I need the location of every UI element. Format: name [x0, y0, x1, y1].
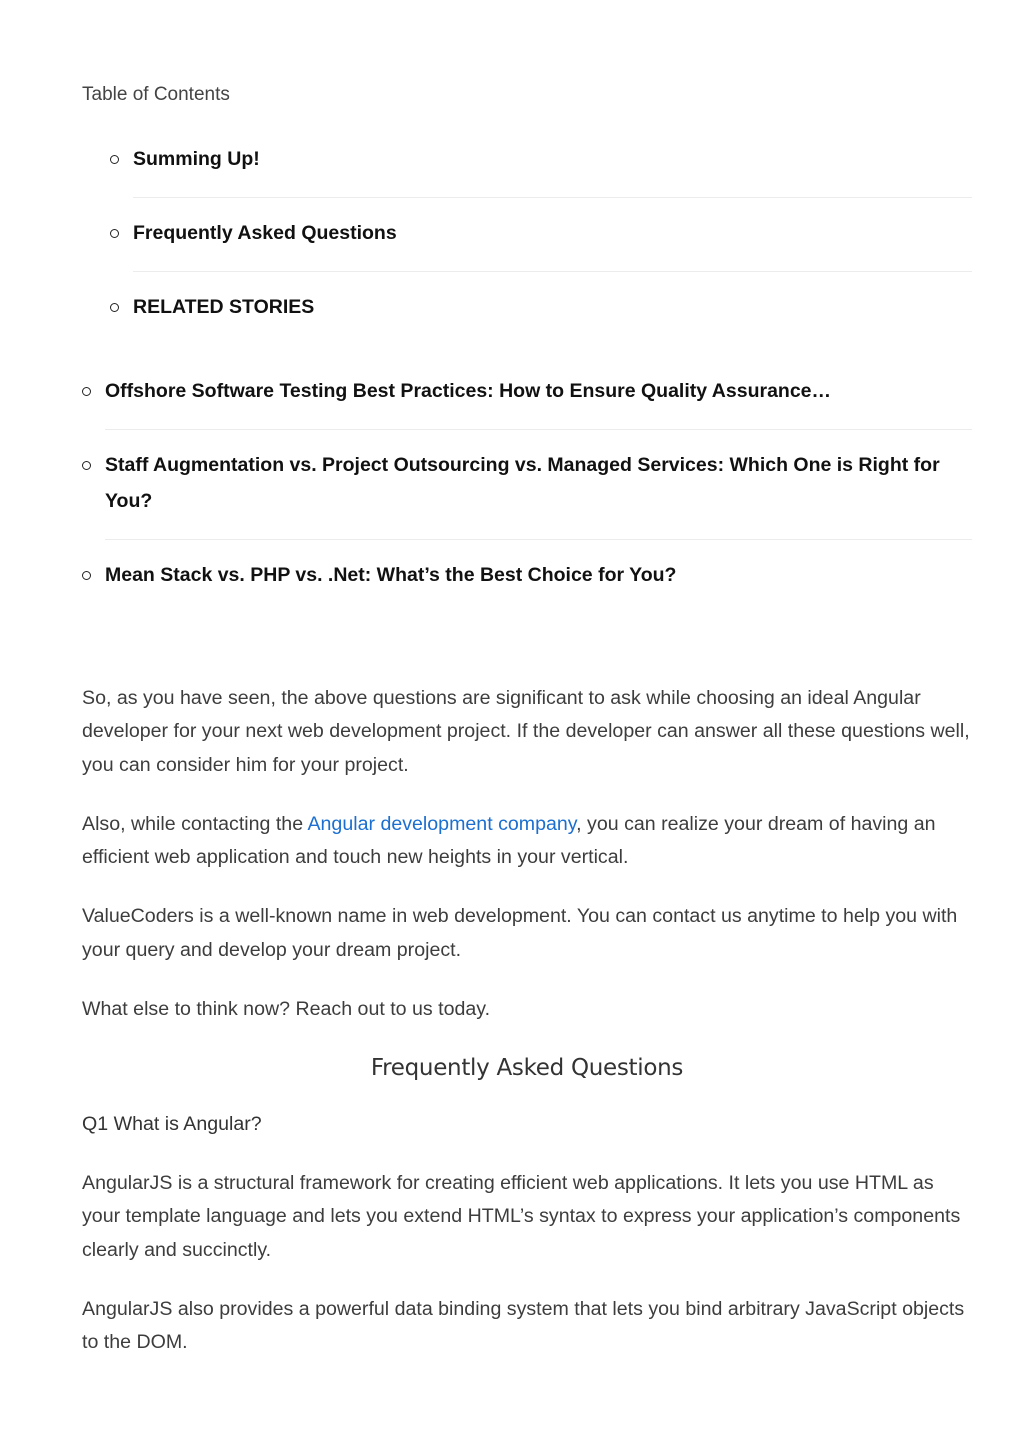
related-story-link[interactable]: Offshore Software Testing Best Practices: How to Ensure Quality Assurance…: [105, 380, 832, 402]
paragraph-contact: [82, 808, 972, 875]
faq-heading: Frequently Asked Questions: [370, 1055, 684, 1082]
related-story-item[interactable]: [82, 380, 972, 454]
toc-item-related-stories[interactable]: [110, 296, 972, 370]
circle-bullet-icon: [82, 571, 91, 580]
related-story-link[interactable]: Staff Augmentation vs. Project Outsourcing vs. Managed Services: Which One is Right for You?: [105, 454, 940, 512]
circle-bullet-icon: [110, 303, 119, 312]
paragraph-cta: What else to think now? Reach out to us today.: [82, 998, 491, 1021]
related-story-item[interactable]: [82, 454, 972, 564]
article-body: [82, 682, 972, 1385]
paragraph-valuecoders: ValueCoders is a well-known name in web development. You can contact us anytime to help you with your query and develop your dream project.: [82, 905, 958, 961]
toc-sub-list: [110, 148, 972, 370]
paragraph-summary: So, as you have seen, the above questions are significant to ask while choosing an ideal Angular developer for your next web development project. If the developer can answer all these questions well, you can consider him for your project.: [82, 687, 970, 776]
related-stories-list: [82, 380, 972, 613]
paragraph-text: , you can realize your dream of having an efficient web application and touch new heights in your vertical.: [82, 812, 936, 869]
angular-company-link[interactable]: Angular development company: [307, 812, 577, 835]
circle-bullet-icon: [110, 229, 119, 238]
toc-item-summing-up[interactable]: [110, 148, 972, 222]
related-story-link[interactable]: Mean Stack vs. PHP vs. .Net: What’s the Best Choice for You?: [105, 564, 677, 586]
circle-bullet-icon: [110, 155, 119, 164]
circle-bullet-icon: [82, 387, 91, 396]
faq-answer-paragraph: AngularJS also provides a powerful data binding system that lets you bind arbitrary JavaScript objects to the DOM.: [82, 1297, 965, 1354]
toc-item-label[interactable]: Frequently Asked Questions: [133, 222, 397, 244]
related-story-item[interactable]: [82, 564, 972, 613]
circle-bullet-icon: [82, 461, 91, 470]
toc-item-faq[interactable]: [110, 222, 972, 296]
paragraph-text: Also, while contacting the: [82, 812, 308, 835]
toc-item-label[interactable]: Summing Up!: [133, 148, 260, 170]
toc-item-label[interactable]: RELATED STORIES: [133, 296, 315, 318]
faq-answer-paragraph: AngularJS is a structural framework for creating efficient web applications. It lets you use HTML as your template language and lets you extend HTML’s syntax to express your application’s components clearly and succinctly.: [82, 1171, 961, 1261]
faq-question: Q1 What is Angular?: [82, 1112, 262, 1135]
toc-title: Table of Contents: [82, 84, 230, 105]
